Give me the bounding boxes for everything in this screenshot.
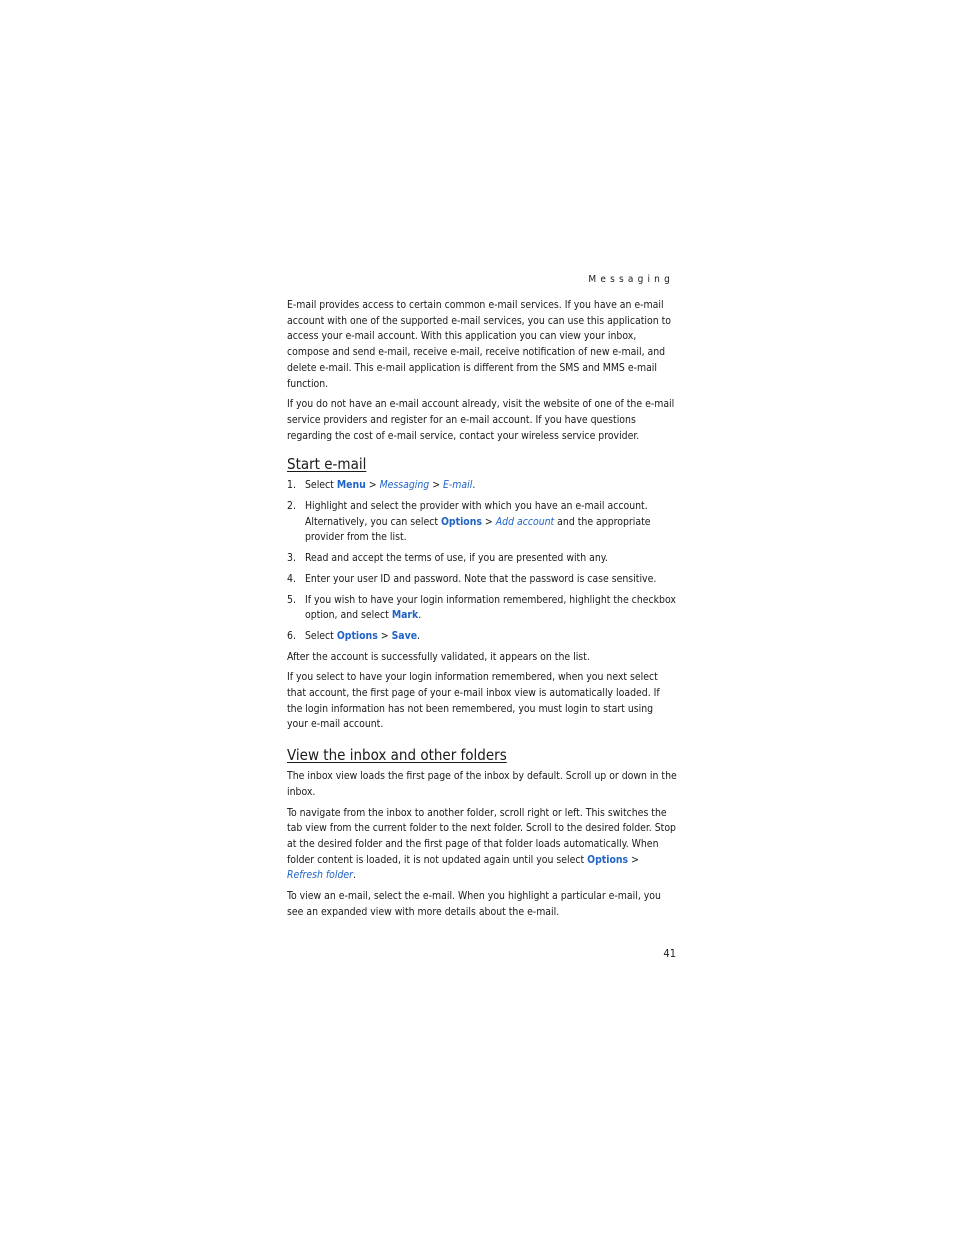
add-account-option: Add account (495, 515, 555, 528)
page-content (287, 298, 677, 926)
step-6: 6. Select Options > Save. (287, 629, 677, 645)
inbox-paragraph-3: To view an e-mail, select the e-mail. When you highlight a particular e-mail, you see an expanded view with more details about the e-mail. (287, 890, 661, 918)
step-1: 1. Select Menu > Messaging > E-mail. (287, 478, 677, 494)
step-2: 2. Highlight and select the provider with which you have an e-mail account. Alternatively, you can select Options > Add account and the appropriate provider from the list. (287, 500, 651, 544)
step-3: 3. Read and accept the terms of use, if you are presented with any. (287, 551, 677, 567)
messaging-option: Messaging (379, 479, 430, 492)
step-4: 4. Enter your user ID and password. Note that the password is case sensitive. (287, 572, 677, 588)
step-number: 6. (287, 629, 296, 642)
refresh-folder-option: Refresh folder (287, 869, 354, 882)
mark-keyword: Mark (391, 609, 419, 622)
running-header: Messaging (588, 274, 674, 285)
page-number: 41 (663, 947, 676, 960)
step-number: 5. (287, 593, 296, 606)
step-number: 3. (287, 552, 296, 565)
options-keyword: Options (336, 629, 378, 642)
email-option: E-mail (443, 479, 473, 492)
menu-keyword: Menu (336, 479, 366, 492)
step-number: 2. (287, 500, 296, 513)
remember-login-paragraph: If you select to have your login information remembered, when you next select that account, the first page of your e-mail inbox view is automatically loaded. If the login information has not been remembered, you must login to start using your e-mail account. (287, 671, 660, 731)
start-email-steps (287, 478, 677, 644)
step-number: 4. (287, 572, 296, 585)
inbox-paragraph-1: The inbox view loads the first page of the inbox by default. Scroll up or down in the inbox. (287, 770, 677, 798)
section-heading-start-email: Start e-mail (287, 455, 367, 474)
step-5: 5. If you wish to have your login information remembered, highlight the checkbox option, and select Mark. (287, 593, 676, 622)
intro-paragraph-2: If you do not have an e-mail account already, visit the website of one of the e-mail service providers and register for an e-mail account. If you have questions regarding the cost of e-mail service, contact your wireless service provider. (287, 398, 675, 442)
intro-paragraph-1: E-mail provides access to certain common e-mail services. If you have an e-mail account with one of the supported e-mail services, you can use this application to access your e-mail account. With this application you can view your inbox, compose and send e-mail, receive e-mail, receive notification of new e-mail, and delete e-mail. This e-mail application is different from the SMS and MMS e-mail function. (287, 299, 671, 390)
save-keyword: Save (391, 629, 418, 642)
options-keyword: Options (440, 515, 482, 528)
section-heading-view-inbox: View the inbox and other folders (287, 746, 507, 765)
after-validation-paragraph: After the account is successfully validated, it appears on the list. (287, 650, 590, 663)
inbox-paragraph-2: To navigate from the inbox to another folder, scroll right or left. This switches the tab view from the current folder to the next folder. Scroll to the desired folder. Stop at the desired folder and the first page of that folder loads automatically. When folder content is loaded, it is not updated again until you select Options > Refresh folder. (287, 806, 676, 882)
options-keyword: Options (587, 853, 629, 866)
step-number: 1. (287, 479, 296, 492)
